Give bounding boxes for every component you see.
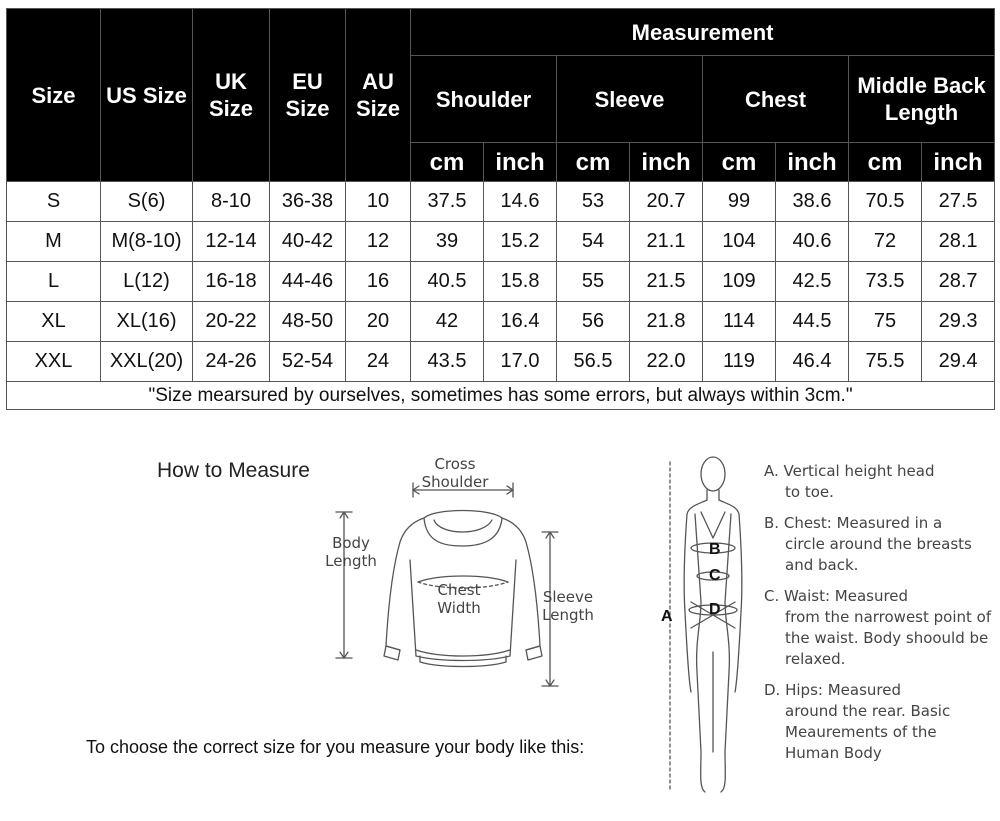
table-cell-back-cm: 70.5: [849, 182, 922, 222]
table-cell-us: L(12): [101, 262, 193, 302]
table-row: [7, 302, 995, 342]
table-cell-chest-in: 42.5: [776, 262, 849, 302]
table-cell-eu: 40-42: [270, 222, 346, 262]
table-cell-au: 12: [346, 222, 411, 262]
table-cell-size: XXL: [7, 342, 101, 382]
header-eu-size: EU Size: [270, 9, 346, 182]
legend-item: B. Chest: Measured in a circle around the breasts and back.: [764, 514, 972, 574]
unit-header: cm: [849, 143, 922, 182]
figure-letter-b: B: [709, 541, 721, 558]
table-cell-sleeve-in: 21.8: [630, 302, 703, 342]
table-cell-us: S(6): [101, 182, 193, 222]
table-row: [7, 222, 995, 262]
table-cell-shoulder-in: 14.6: [484, 182, 557, 222]
table-cell-au: 24: [346, 342, 411, 382]
table-cell-back-cm: 75.5: [849, 342, 922, 382]
table-cell-au: 20: [346, 302, 411, 342]
size-chart-table: [6, 8, 995, 410]
table-cell-chest-cm: 104: [703, 222, 776, 262]
table-cell-back-in: 28.7: [922, 262, 995, 302]
table-cell-size: S: [7, 182, 101, 222]
header-shoulder: Shoulder: [411, 56, 557, 143]
header-measurement: Measurement: [411, 9, 995, 56]
table-cell-shoulder-cm: 40.5: [411, 262, 484, 302]
table-cell-sleeve-in: 20.7: [630, 182, 703, 222]
figure-letter-a: A: [661, 608, 673, 625]
table-cell-size: XL: [7, 302, 101, 342]
how-to-measure-title: How to Measure: [157, 459, 310, 482]
table-cell-uk: 20-22: [193, 302, 270, 342]
table-cell-chest-in: 44.5: [776, 302, 849, 342]
table-cell-shoulder-cm: 43.5: [411, 342, 484, 382]
table-cell-sleeve-cm: 54: [557, 222, 630, 262]
table-cell-eu: 52-54: [270, 342, 346, 382]
table-cell-shoulder-cm: 37.5: [411, 182, 484, 222]
table-cell-eu: 44-46: [270, 262, 346, 302]
table-cell-sleeve-cm: 53: [557, 182, 630, 222]
header-uk-size: UK Size: [193, 9, 270, 182]
table-row: [7, 262, 995, 302]
table-cell-eu: 36-38: [270, 182, 346, 222]
table-cell-uk: 8-10: [193, 182, 270, 222]
unit-header: cm: [703, 143, 776, 182]
header-sleeve: Sleeve: [557, 56, 703, 143]
table-cell-shoulder-in: 17.0: [484, 342, 557, 382]
chest-width-label: Chest Width: [437, 581, 481, 617]
table-cell-chest-in: 40.6: [776, 222, 849, 262]
table-row: [7, 182, 995, 222]
table-cell-us: XL(16): [101, 302, 193, 342]
unit-header: inch: [630, 143, 703, 182]
table-cell-us: M(8-10): [101, 222, 193, 262]
table-cell-eu: 48-50: [270, 302, 346, 342]
unit-header: cm: [557, 143, 630, 182]
table-cell-chest-cm: 109: [703, 262, 776, 302]
header-size: Size: [7, 9, 101, 182]
header-middle-back-length: Middle Back Length: [849, 56, 995, 143]
measurement-note: "Size mearsured by ourselves, sometimes has some errors, but always within 3cm.": [7, 382, 995, 410]
table-cell-shoulder-in: 16.4: [484, 302, 557, 342]
table-cell-shoulder-cm: 39: [411, 222, 484, 262]
body-measure-legend: [764, 461, 994, 774]
legend-item: C. Waist: Measured from the narrowest point of the waist. Body shoould be relaxed.: [764, 587, 992, 668]
table-cell-back-in: 28.1: [922, 222, 995, 262]
table-cell-us: XXL(20): [101, 342, 193, 382]
table-cell-back-in: 27.5: [922, 182, 995, 222]
table-cell-chest-in: 46.4: [776, 342, 849, 382]
body-length-label: Body Length: [325, 534, 377, 570]
table-cell-back-in: 29.4: [922, 342, 995, 382]
table-cell-chest-in: 38.6: [776, 182, 849, 222]
table-cell-sleeve-in: 22.0: [630, 342, 703, 382]
table-cell-sleeve-in: 21.1: [630, 222, 703, 262]
table-row: [7, 342, 995, 382]
table-cell-sleeve-cm: 55: [557, 262, 630, 302]
table-cell-uk: 16-18: [193, 262, 270, 302]
table-cell-sleeve-in: 21.5: [630, 262, 703, 302]
table-cell-back-cm: 72: [849, 222, 922, 262]
unit-header: inch: [484, 143, 557, 182]
table-cell-chest-cm: 114: [703, 302, 776, 342]
cross-shoulder-label: Cross Shoulder: [421, 455, 489, 491]
legend-item: A. Vertical height head to toe.: [764, 462, 935, 501]
human-body-figure: [665, 452, 760, 802]
table-cell-shoulder-cm: 42: [411, 302, 484, 342]
unit-header: inch: [776, 143, 849, 182]
header-chest: Chest: [703, 56, 849, 143]
header-au-size: AU Size: [346, 9, 411, 182]
measure-instruction: To choose the correct size for you measure your body like this:: [86, 737, 585, 757]
table-cell-au: 10: [346, 182, 411, 222]
table-body: [7, 182, 995, 382]
table-cell-chest-cm: 99: [703, 182, 776, 222]
unit-header: inch: [922, 143, 995, 182]
table-cell-back-cm: 73.5: [849, 262, 922, 302]
table-cell-uk: 12-14: [193, 222, 270, 262]
table-cell-back-cm: 75: [849, 302, 922, 342]
unit-header: cm: [411, 143, 484, 182]
table-cell-back-in: 29.3: [922, 302, 995, 342]
table-cell-uk: 24-26: [193, 342, 270, 382]
table-cell-chest-cm: 119: [703, 342, 776, 382]
legend-item: D. Hips: Measured around the rear. Basic Meaurements of the Human Body: [764, 681, 951, 762]
table-cell-sleeve-cm: 56: [557, 302, 630, 342]
table-cell-shoulder-in: 15.8: [484, 262, 557, 302]
figure-letter-d: D: [709, 601, 721, 618]
table-cell-au: 16: [346, 262, 411, 302]
table-cell-size: L: [7, 262, 101, 302]
header-us-size: US Size: [101, 9, 193, 182]
table-cell-shoulder-in: 15.2: [484, 222, 557, 262]
figure-letter-c: C: [709, 567, 721, 584]
table-cell-sleeve-cm: 56.5: [557, 342, 630, 382]
table-cell-size: M: [7, 222, 101, 262]
sleeve-length-label: Sleeve Length: [542, 588, 594, 624]
